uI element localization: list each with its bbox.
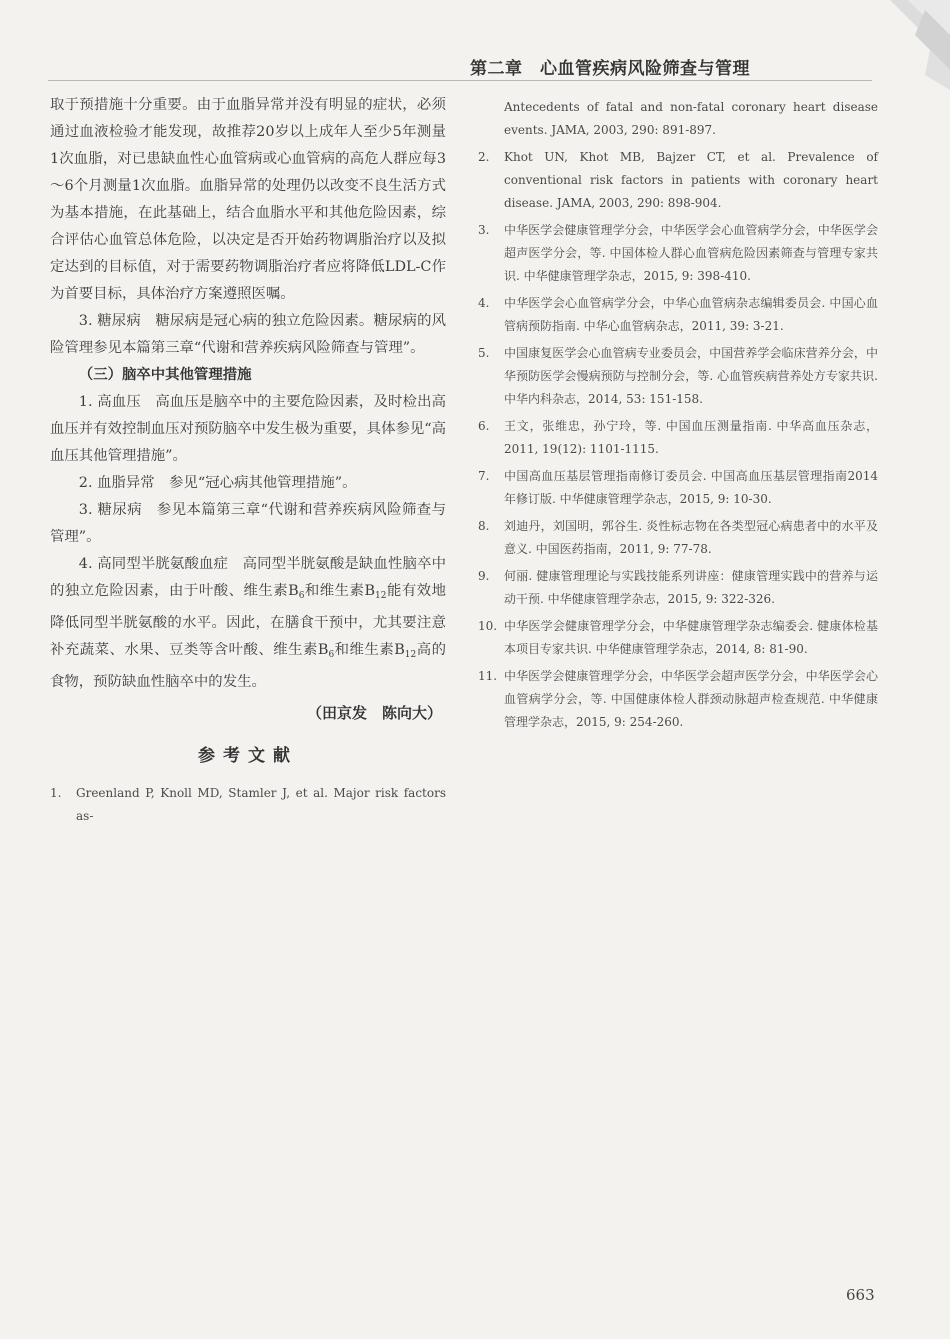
reference-item (50, 782, 446, 828)
reference-item (478, 665, 878, 734)
references-title: 参考文献 (198, 746, 298, 766)
authors: （田京发 陈向大） (306, 704, 442, 722)
page-number: 663 (846, 1286, 875, 1304)
reference-text: Greenland P, Knoll MD, Stamler J, et al. Major risk factors as- (76, 786, 446, 823)
corner-decoration (830, 0, 950, 90)
reference-text: 王文，张维忠，孙宁玲，等. 中国血压测量指南. 中华高血压杂志，2011, 19(12): 1101-1115. (504, 419, 878, 456)
header-rule (48, 80, 872, 81)
text-segment: 4. 高同型半胱氨酸血症 高同型半胱氨酸是缺血性脑卒中的独立危险因素，由于叶酸、维生素B (50, 556, 446, 599)
paragraph-homocysteine (50, 551, 446, 696)
reference-item (478, 292, 878, 338)
subscript: 6 (298, 591, 305, 601)
right-column (478, 96, 878, 738)
text-segment: 和维生素B (304, 583, 376, 599)
reference-number: 1. (50, 786, 62, 800)
reference-text: Khot UN, Khot MB, Bajzer CT, et al. Prevalence of conventional risk factors in patients with coronary heart disease. JAMA, 2003, 290: 898-904. (504, 150, 878, 210)
reference-text: 中华医学会健康管理学分会，中华医学会超声医学分会，中华医学会心血管病学分会，等. 中国健康体检人群颈动脉超声检查规范. 中华健康管理学杂志，2015, 9: 254-260. (504, 669, 878, 729)
subscript: 6 (328, 650, 335, 660)
reference-item (478, 219, 878, 288)
reference-item (478, 515, 878, 561)
reference-item (478, 465, 878, 511)
reference-number: 5. (478, 346, 490, 360)
reference-number: 9. (478, 569, 490, 583)
reference-text: 何丽. 健康管理理论与实践技能系列讲座：健康管理实践中的营养与运动干预. 中华健康管理学杂志，2015, 9: 322-326. (504, 569, 878, 606)
reference-item (478, 565, 878, 611)
reference-item (478, 342, 878, 411)
chapter-header: 第二章 心血管疾病风险筛查与管理 (470, 59, 750, 79)
reference-number: 6. (478, 419, 490, 433)
subscript: 12 (375, 591, 387, 601)
section-heading-stroke: （三）脑卒中其他管理措施 (78, 367, 252, 383)
reference-text: 刘迪丹，刘国明，郭谷生. 炎性标志物在各类型冠心病患者中的水平及意义. 中国医药指南，2011, 9: 77-78. (504, 519, 878, 556)
reference-number: 10. (478, 619, 498, 633)
paragraph-lipid-continuation: 取于预措施十分重要。由于血脂异常并没有明显的症状，必须通过血液检验才能发现，故推荐20岁以上成年人至少5年测量1次血脂，对已患缺血性心血管病或心血管病的高危人群应每3～6个月测量1次血脂。血脂异常的处理仍以改变不良生活方式为基本措施，在此基础上，结合血脂水平和其他危险因素，综合评估心血管总体危险，以决定是否开始药物调脂治疗以及拟定达到的目标值，对于需要药物调脂治疗者应将降低LDL-C作为首要目标，具体治疗方案遵照医嘱。 (50, 97, 446, 302)
text-segment: 和维生素B (334, 642, 405, 658)
reference-number: 2. (478, 150, 490, 164)
text-segment: 能有效地降低同型半胱氨酸的水平。因此，在膳食干预中，尤其要注意补充蔬菜、水果、豆类等含叶酸、维生素B (50, 583, 446, 658)
reference-text: 中国高血压基层管理指南修订委员会. 中国高血压基层管理指南2014年修订版. 中华健康管理学杂志，2015, 9: 10-30. (504, 469, 878, 506)
paragraph-dyslipidemia: 2. 血脂异常 参见“冠心病其他管理措施”。 (78, 475, 357, 491)
text-segment: 高的食物，预防缺血性脑卒中的发生。 (50, 642, 446, 690)
reference-number: 11. (478, 669, 498, 683)
reference-number: 8. (478, 519, 490, 533)
paragraph-hypertension: 1. 高血压 高血压是脑卒中的主要危险因素，及时检出高血压并有效控制血压对预防脑卒中发生极为重要，具体参见“高血压其他管理措施”。 (50, 394, 446, 464)
paragraph-diabetes: 3. 糖尿病 糖尿病是冠心病的独立危险因素。糖尿病的风险管理参见本篇第三章“代谢和营养疾病风险筛查与管理”。 (50, 313, 446, 356)
reference-number: 4. (478, 296, 490, 310)
reference-text: 中国康复医学会心血管病专业委员会，中国营养学会临床营养分会，中华预防医学会慢病预防与控制分会，等. 心血管疾病营养处方专家共识. 中华内科杂志，2014, 53: 151-158. (504, 346, 878, 406)
reference-text: 中华医学会健康管理学分会，中华医学会心血管病学分会，中华医学会超声医学分会，等. 中国体检人群心血管病危险因素筛查与管理专家共识. 中华健康管理学杂志，2015, 9: 398-410. (504, 223, 878, 283)
reference-continuation: Antecedents of fatal and non-fatal coronary heart disease events. JAMA, 2003, 290: 891-897. (504, 100, 878, 137)
reference-number: 7. (478, 469, 490, 483)
reference-number: 3. (478, 223, 490, 237)
paragraph-diabetes-stroke: 3. 糖尿病 参见本篇第三章“代谢和营养疾病风险筛查与管理”。 (50, 502, 446, 545)
reference-item (478, 615, 878, 661)
reference-list (478, 146, 878, 734)
subscript: 12 (404, 650, 417, 660)
reference-item (478, 146, 878, 215)
left-column (50, 92, 446, 832)
reference-text: 中华医学会健康管理学分会，中华健康管理学杂志编委会. 健康体检基本项目专家共识. 中华健康管理学杂志，2014, 8: 81-90. (504, 619, 878, 656)
reference-item (478, 415, 878, 461)
reference-text: 中华医学会心血管病学分会，中华心血管病杂志编辑委员会. 中国心血管病预防指南. 中华心血管病杂志，2011, 39: 3-21. (504, 296, 878, 333)
